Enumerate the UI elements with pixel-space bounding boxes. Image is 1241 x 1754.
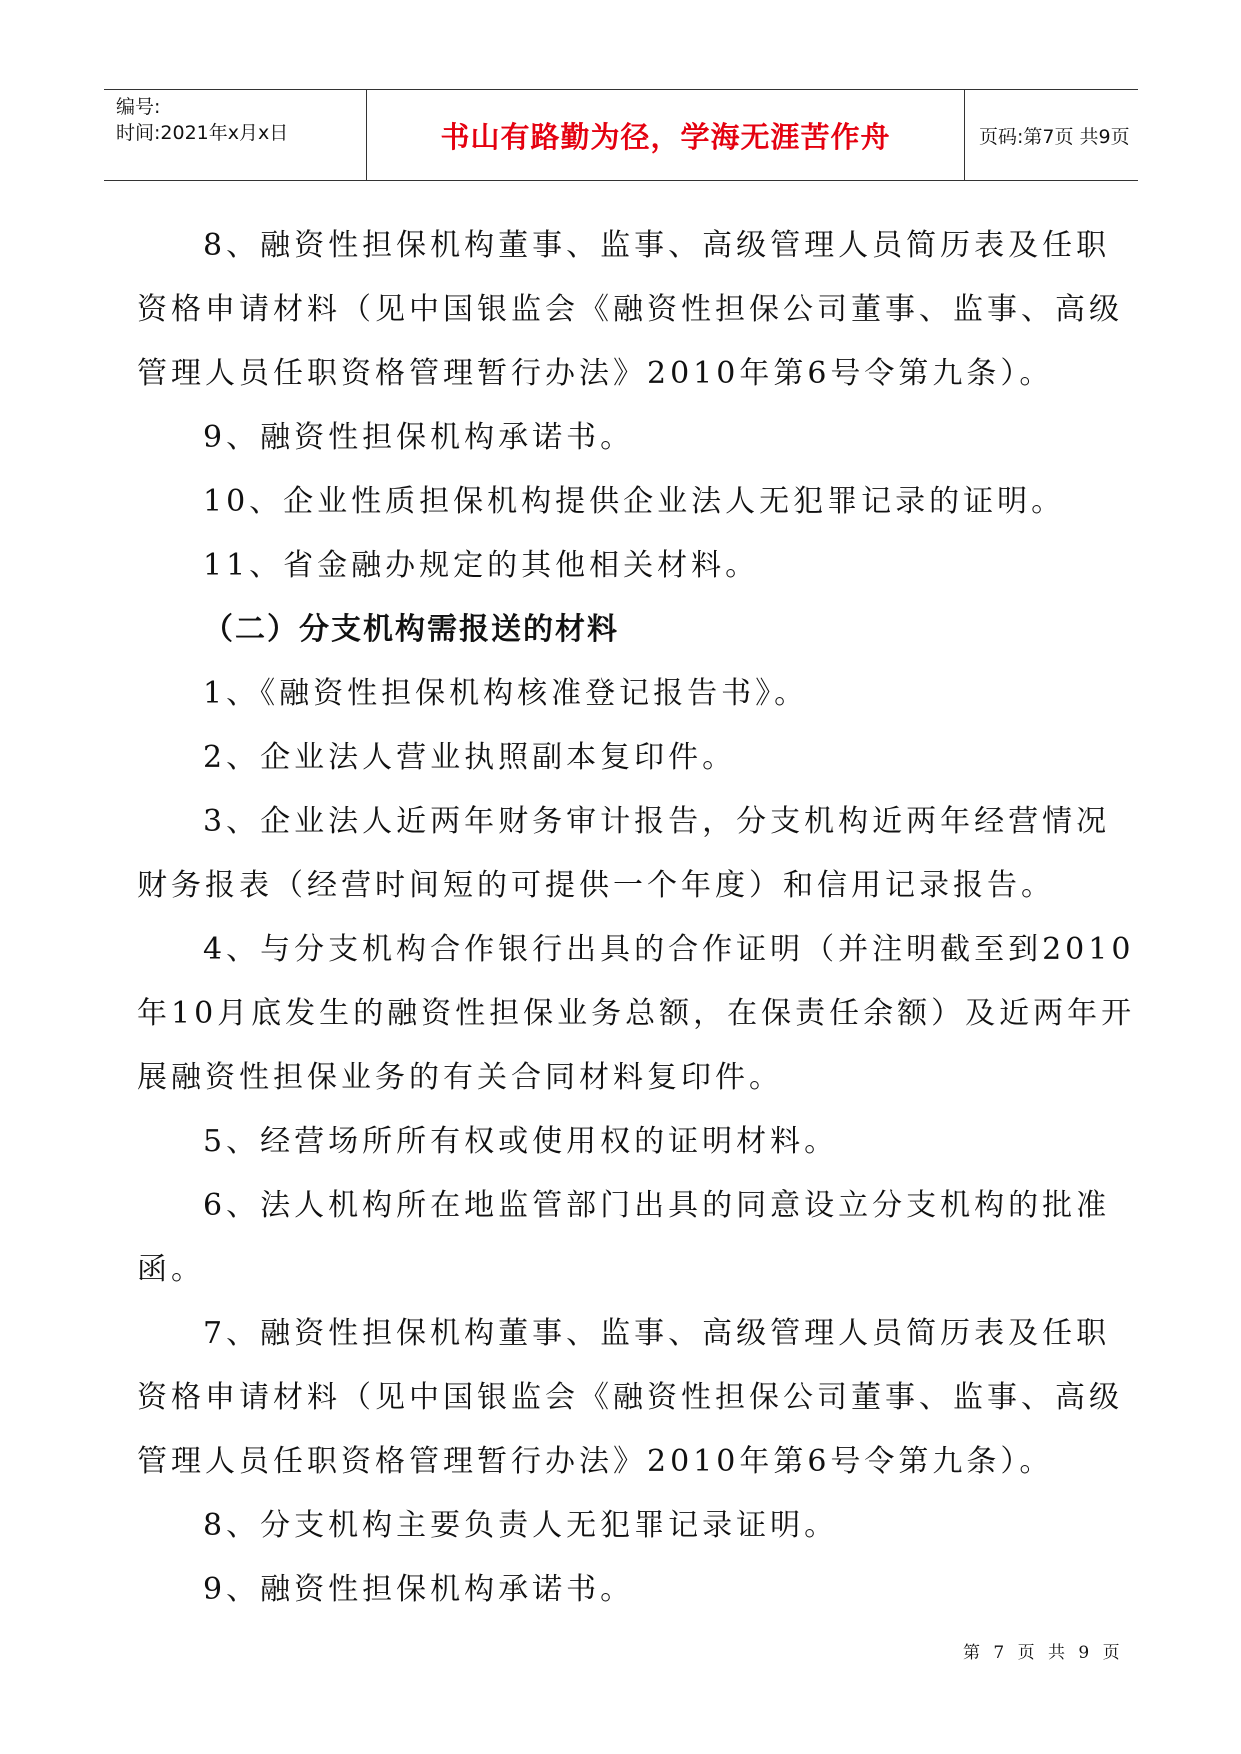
document-time-label: 时间:2021年x月x日 [116,122,289,144]
header-page-info: 页码:第7页 共9页 [979,125,1130,148]
paragraph: 9、融资性担保机构承诺书。 [203,420,635,455]
paragraph: 8、分支机构主要负责人无犯罪记录证明。 [203,1508,839,1543]
paragraph: 11、省金融办规定的其他相关材料。 [203,548,760,583]
paragraph: 3、企业法人近两年财务审计报告，分支机构近两年经营情况财务报表（经营时间短的可提供一个年度）和信用记录报告。 [137,804,1111,903]
page-header [104,89,1138,181]
paragraph: 8、融资性担保机构董事、监事、高级管理人员简历表及任职资格申请材料（见中国银监会《融资性担保公司董事、监事、高级管理人员任职资格管理暂行办法》2010年第6号令第九条）。 [137,228,1123,391]
header-motto: 书山有路勤为径，学海无涯苦作舟 [367,90,965,180]
paragraph: 6、法人机构所在地监管部门出具的同意设立分支机构的批准函。 [137,1188,1111,1287]
paragraph: 4、与分支机构合作银行出具的合作证明（并注明截至到2010年10月底发生的融资性担保业务总额，在保责任余额）及近两年开展融资性担保业务的有关合同材料复印件。 [137,932,1136,1095]
document-body [137,214,1137,1622]
page-footer-number: 第 7 页 共 9 页 [963,1643,1124,1663]
section-heading: （二）分支机构需报送的材料 [203,612,619,647]
paragraph: 1、《融资性担保机构核准登记报告书》。 [203,676,809,711]
paragraph: 9、融资性担保机构承诺书。 [203,1572,635,1607]
document-number-label: 编号: [116,96,161,118]
paragraph: 2、企业法人营业执照副本复印件。 [203,740,737,775]
paragraph: 5、经营场所所有权或使用权的证明材料。 [203,1124,839,1159]
header-meta [104,90,367,180]
paragraph: 7、融资性担保机构董事、监事、高级管理人员简历表及任职资格申请材料（见中国银监会《融资性担保公司董事、监事、高级管理人员任职资格管理暂行办法》2010年第6号令第九条）。 [137,1316,1123,1479]
paragraph: 10、企业性质担保机构提供企业法人无犯罪记录的证明。 [203,484,1066,519]
